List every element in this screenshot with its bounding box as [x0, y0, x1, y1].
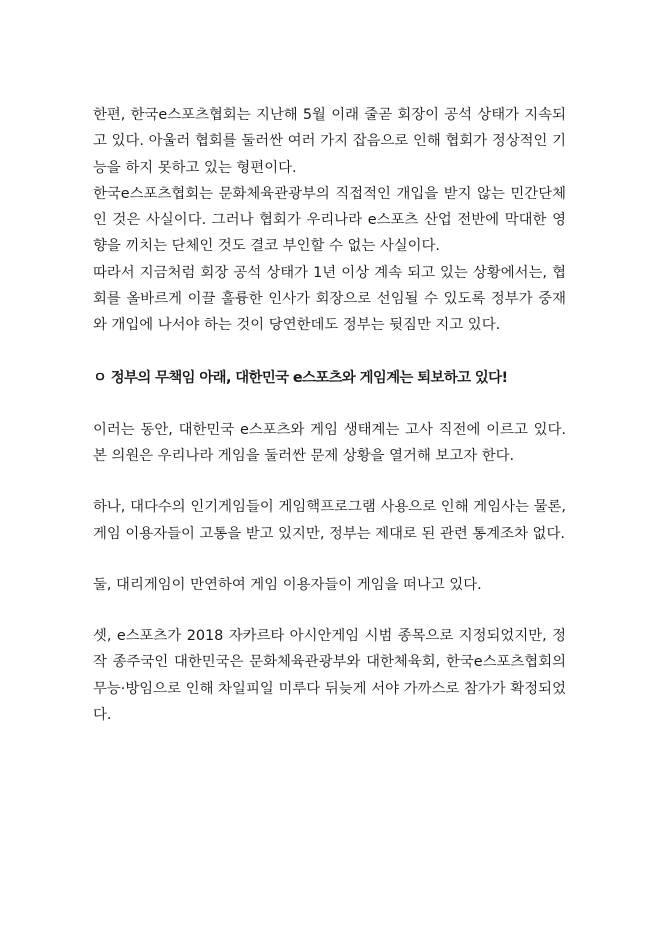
paragraph-government-inaction: 따라서 지금처럼 회장 공석 상태가 1년 이상 계속 되고 있는 상황에서는, 협회를 올바르게 이끌 훌륭한 인사가 회장으로 선임될 수 있도록 정부가 중재와 개입에 나서야 하는 것이 당연한데도 정부는 뒷짐만 지고 있다. [93, 264, 566, 334]
paragraph-ecosystem-crisis: 이러는 동안, 대한민국 e스포츠와 게임 생태계는 고사 직전에 이르고 있다. 본 의원은 우리나라 게임을 둘러싼 문제 상황을 열거해 보고자 한다. [93, 421, 566, 464]
paragraph-point-two-proxy-gaming: 둘, 대리게임이 만연하여 게임 이용자들이 게임을 떠나고 있다. [93, 576, 482, 593]
section-heading: ㅇ 정부의 무책임 아래, 대한민국 e스포츠와 게임계는 퇴보하고 있다! [93, 369, 508, 386]
paragraph-private-organization: 한국e스포츠협회는 문화체육관광부의 직접적인 개입을 받지 않는 민간단체인 것은 사실이다. 그러나 협회가 우리나라 e스포츠 산업 전반에 막대한 영향을 끼치는 단체인 것도 결코 부인할 수 없는 사실이다. [93, 185, 566, 255]
document-body [93, 102, 566, 728]
paragraph-point-one-game-hacks: 하나, 대다수의 인기게임들이 게임핵프로그램 사용으로 인해 게임사는 물론, 게임 이용자들이 고통을 받고 있지만, 정부는 제대로 된 관련 통계조차 없다. [93, 499, 566, 542]
paragraph-association-vacancy: 한편, 한국e스포츠협회는 지난해 5월 이래 줄곧 회장이 공석 상태가 지속되고 있다. 아울러 협회를 둘러싼 여러 가지 잡음으로 인해 협회가 정상적인 기능을 하지 못하고 있는 형편이다. [93, 107, 566, 176]
paragraph-point-three-asian-games: 셋, e스포츠가 2018 자카르타 아시안게임 시범 종목으로 지정되었지만, 정작 종주국인 대한민국은 문화체육관광부와 대한체육회, 한국e스포츠협회의 무능·방임으로 인해 차일피일 미루다 뒤늦게 서야 가까스로 참가가 확정되었다. [93, 628, 566, 724]
